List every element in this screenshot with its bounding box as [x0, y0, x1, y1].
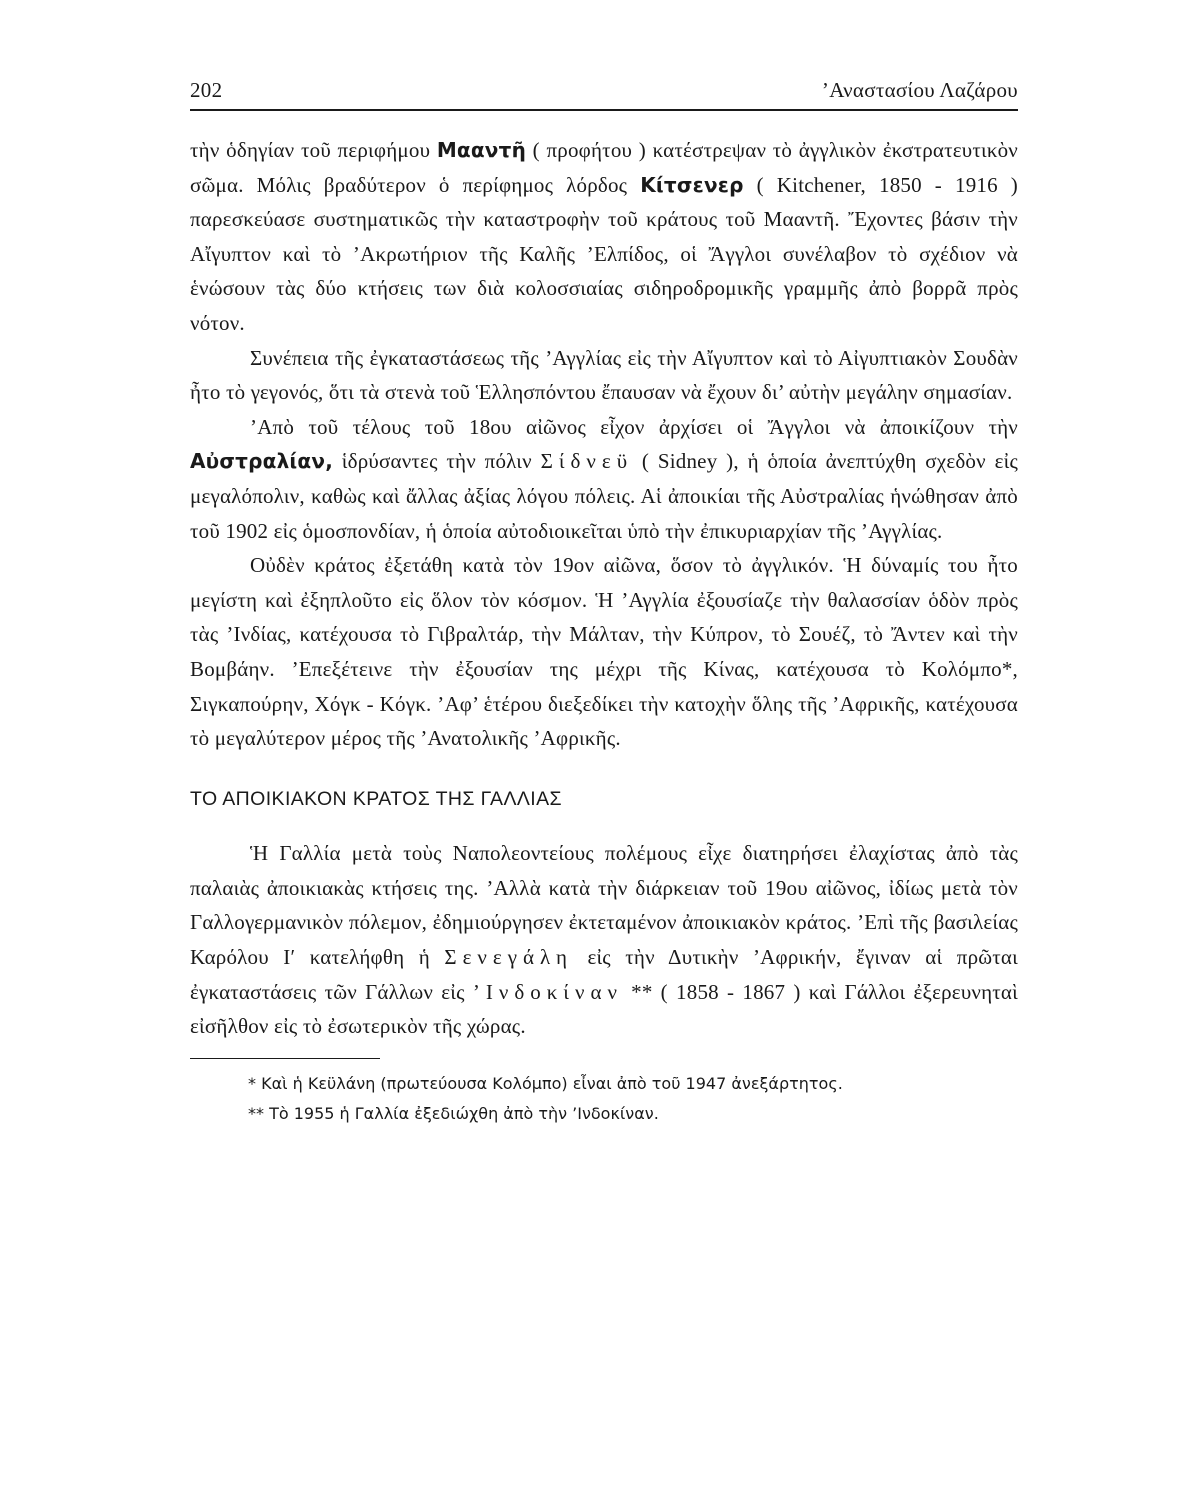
footnote-rule — [190, 1058, 380, 1059]
spaced-term-sidney: Σίδνεϋ — [540, 449, 634, 474]
page-number: 202 — [190, 78, 223, 102]
paragraph-4: Οὐδὲν κράτος ἐξετάθη κατὰ τὸν 19ον αἰῶνα, ὅσον τὸ ἀγγλικόν. Ἡ δύναμίς του ἦτο μεγίστη καὶ ἐξηπλοῦτο εἰς ὅλον τὸν κόσμον. Ἡ ’Αγγλία ἐξουσίαζε τὴν θαλασσίαν ὁδὸν πρὸς τὰς ’Ινδίας, κατέχουσα τὸ Γιβραλτάρ, τὴν Μάλταν, τὴν Κύπρον, τὸ Σουέζ, τὸ Ἄντεν καὶ τὴν Βομβάην. ’Επεξέτεινε τὴν ἐξουσίαν της μέχρι τῆς Κίνας, κατέχουσα τὸ Κολόμπο*, Σιγκαπούρην, Χόγκ - Κόγκ. ’Αφ’ ἑτέρου διεξεδίκει τὴν κατοχὴν ὅλης τῆς ’Αφρικῆς, κατέχουσα τὸ μεγαλύτερον μέρος τῆς ’Ανατολικῆς ’Αφρικῆς. — [190, 553, 1018, 751]
footnote-2: ** Τὸ 1955 ἡ Γαλλία ἐξεδιώχθη ἀπὸ τὴν ’Ινδοκίναν. — [248, 1103, 659, 1123]
book-page — [190, 78, 1018, 1129]
body-text — [190, 133, 1018, 1044]
bold-term-kitchener: Κίτσενερ — [640, 172, 744, 197]
paragraph-3: ’Απὸ τοῦ τέλους τοῦ 18ου αἰῶνος εἶχον ἀρχίσει οἱ Ἄγγλοι νὰ ἀποικίζουν τὴν Αὐστραλίαν, ἱδρύσαντες τὴν πόλιν Σίδνεϋ ( Sidney ), ἡ ὁποία ἀνεπτύχθη σχεδὸν εἰς μεγαλόπολιν, καθὼς καὶ ἄλλας ἀξίας λόγου πόλεις. Αἱ ἀποικίαι τῆς Αὐστραλίας ἡνώθησαν ἀπὸ τοῦ 1902 εἰς ὁμοσπονδίαν, ἡ ὁποία αὐτοδιοικεῖται ὑπὸ τὴν ἐπικυριαρχίαν τῆς ’Αγγλίας. — [190, 414, 1018, 543]
section-heading: ΤΟ ΑΠΟΙΚΙΑΚΟΝ ΚΡΑΤΟΣ ΤΗΣ ΓΑΛΛΙΑΣ — [190, 787, 562, 810]
spaced-term-indochina: ’Ινδοκίναν — [472, 979, 623, 1004]
running-title: ’Αναστασίου Λαζάρου — [821, 78, 1018, 102]
bold-term-maanti: Μααντῆ — [436, 138, 527, 162]
spaced-term-senegal: Σενεγάλη — [444, 945, 573, 970]
running-head — [190, 78, 1018, 107]
header-rule — [190, 109, 1018, 111]
footnote-1: * Καὶ ἡ Κεϋλάνη (πρωτεύουσα Κολόμπο) εἶναι ἀπὸ τοῦ 1947 ἀνεξάρτητος. — [248, 1073, 843, 1093]
bold-term-australia: Αὐστραλίαν, — [190, 449, 333, 474]
paragraph-5: Ἡ Γαλλία μετὰ τοὺς Ναπολεοντείους πολέμους εἶχε διατηρήσει ἐλαχίστας ἀπὸ τὰς παλαιὰς ἀποικιακὰς κτήσεις της. ’Αλλὰ κατὰ τὴν διάρκειαν τοῦ 19ου αἰῶνος, ἰδίως μετὰ τὸν Γαλλογερμανικὸν πόλεμον, ἐδημιούργησεν ἐκτεταμένον ἀποικιακὸν κράτος. ’Επὶ τῆς βασιλείας Καρόλου Ι′ κατελήφθη ἡ Σενεγάλη εἰς τὴν Δυτικὴν ’Αφρικήν, ἔγιναν αἱ πρῶται ἐγκαταστάσεις τῶν Γάλλων εἰς ’Ινδοκίναν ** ( 1858 - 1867 ) καὶ Γάλλοι ἐξερευνηταὶ εἰσῆλθον εἰς τὸ ἐσωτερικὸν τῆς χώρας. — [190, 841, 1018, 1039]
paragraph-2: Συνέπεια τῆς ἐγκαταστάσεως τῆς ’Αγγλίας εἰς τὴν Αἴγυπτον καὶ τὸ Αἰγυπτιακὸν Σουδὰν ἦτο τὸ γεγονός, ὅτι τὰ στενὰ τοῦ Ἑλλησπόντου ἔπαυσαν νὰ ἔχουν δι’ αὐτὴν μεγάλην σημασίαν. — [190, 345, 1018, 405]
paragraph-1: τὴν ὁδηγίαν τοῦ περιφήμου Μααντῆ ( προφήτου ) κατέστρεψαν τὸ ἀγγλικὸν ἐκστρατευτικὸν σῶμα. Μόλις βραδύτερον ὁ περίφημος λόρδος Κίτσενερ ( Kitchener, 1850 - 1916 ) παρεσκεύασε συστηματικῶς τὴν καταστροφὴν τοῦ κράτους τοῦ Μααντῆ. Ἔχοντες βάσιν τὴν Αἴγυπτον καὶ τὸ ’Ακρωτήριον τῆς Καλῆς ’Ελπίδος, οἱ Ἄγγλοι συνέλαβον τὸ σχέδιον νὰ ἑνώσουν τὰς δύο κτήσεις των διὰ κολοσσιαίας σιδηροδρομικῆς γραμμῆς ἀπὸ βορρᾶ πρὸς νότον. — [190, 138, 1018, 335]
footnotes — [190, 1069, 1018, 1129]
